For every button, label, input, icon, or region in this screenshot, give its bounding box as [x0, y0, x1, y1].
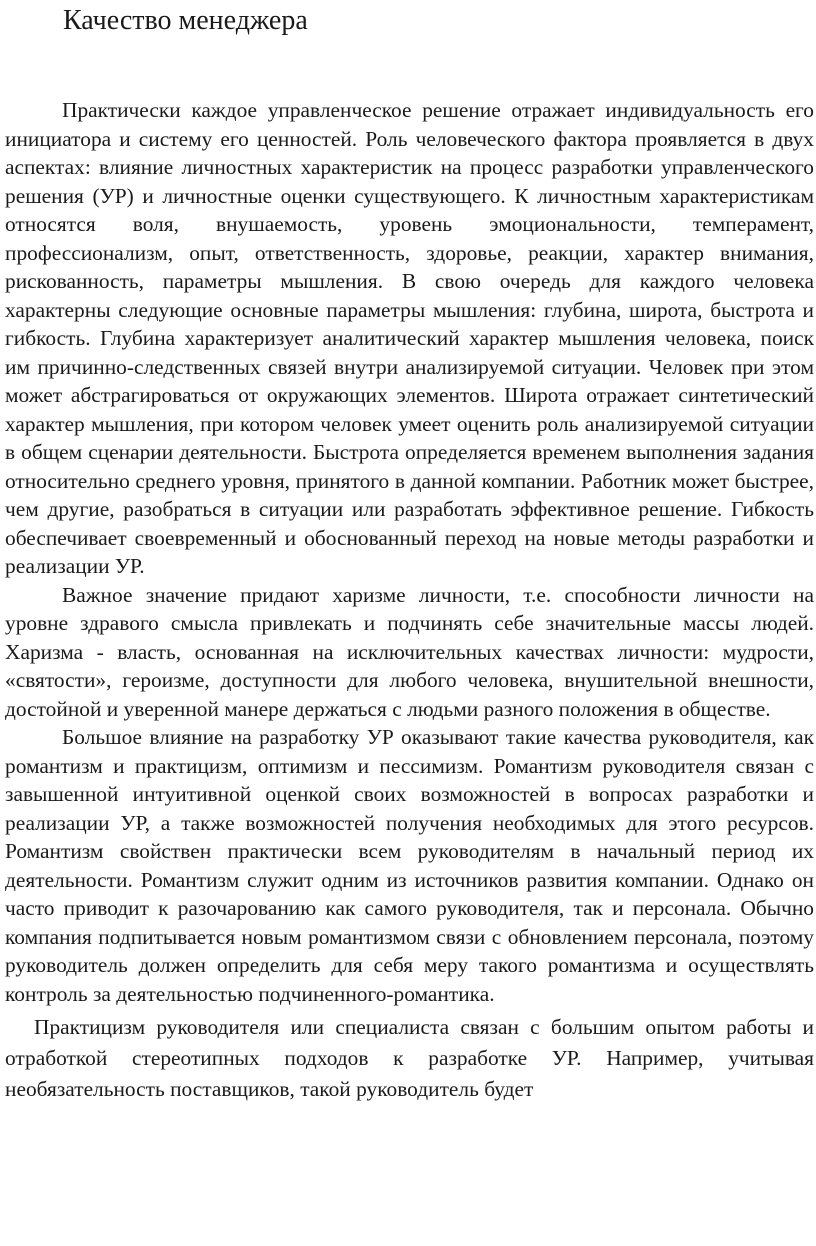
- paragraph-charisma: Важное значение придают харизме личности, т.е. способности личности на уровне здравого смысла привлекать и подчинять себе значительные массы людей. Харизма - власть, основанная на исключительных качествах личности: мудрости, «святости», героизме, доступности для любого человека, внушительной внешности, достойной и уверенной манере держаться с людьми разного положения в обществе.: [5, 582, 814, 721]
- document-body: [5, 96, 814, 1105]
- paragraph-practicism: Практицизм руководителя или специалиста связан с большим опытом работы и отработкой стереотипных подходов к разработке УР. Например, учитывая необязательность поставщиков, такой руководитель будет: [5, 1015, 814, 1101]
- paragraph-thinking-parameters: Практически каждое управленческое решение отражает индивидуальность его инициатора и систему его ценностей. Роль человеческого фактора проявляется в двух аспектах: влияние личностных характеристик на процесс разработки управленческого решения (УР) и личностные оценки существующего. К личностным характеристикам относятся воля, внушаемость, уровень эмоциональности, темперамент, профессионализм, опыт, ответственность, здоровье, реакции, характер внимания, рискованность, параметры мышления. В свою очередь для каждого человека характерны следующие основные параметры мышления: глубина, широта, быстрота и гибкость. Глубина характеризует аналитический характер мышления человека, поиск им причинно-следственных связей внутри анализируемой ситуации. Человек при этом может абстрагироваться от окружающих элементов. Широта отражает синтетический характер мышления, при котором человек умеет оценить роль анализируемой ситуации в общем сценарии деятельности. Быстрота определяется временем выполнения задания относительно среднего уровня, принятого в данной компании. Работник может быстрее, чем другие, разобраться в ситуации или разработать эффективное решение. Гибкость обеспечивает своевременный и обоснованный переход на новые методы разработки и реализации УР.: [5, 98, 814, 578]
- paragraph-romanticism: Большое влияние на разработку УР оказывают такие качества руководителя, как романтизм и практицизм, оптимизм и пессимизм. Романтизм руководителя связан с завышенной интуитивной оценкой своих возможностей в вопросах разработки и реализации УР, а также возможностей получения необходимых для этого ресурсов. Романтизм свойствен практически всем руководителям в начальный период их деятельности. Романтизм служит одним из источников развития компании. Однако он часто приводит к разочарованию как самого руководителя, так и персонала. Обычно компания подпитывается новым романтизмом связи с обновлением персонала, поэтому руководитель должен определить для себя меру такого романтизма и осуществлять контроль за деятельностью подчиненного-романтика.: [5, 725, 814, 1006]
- document-title: Качество менеджера: [63, 5, 308, 36]
